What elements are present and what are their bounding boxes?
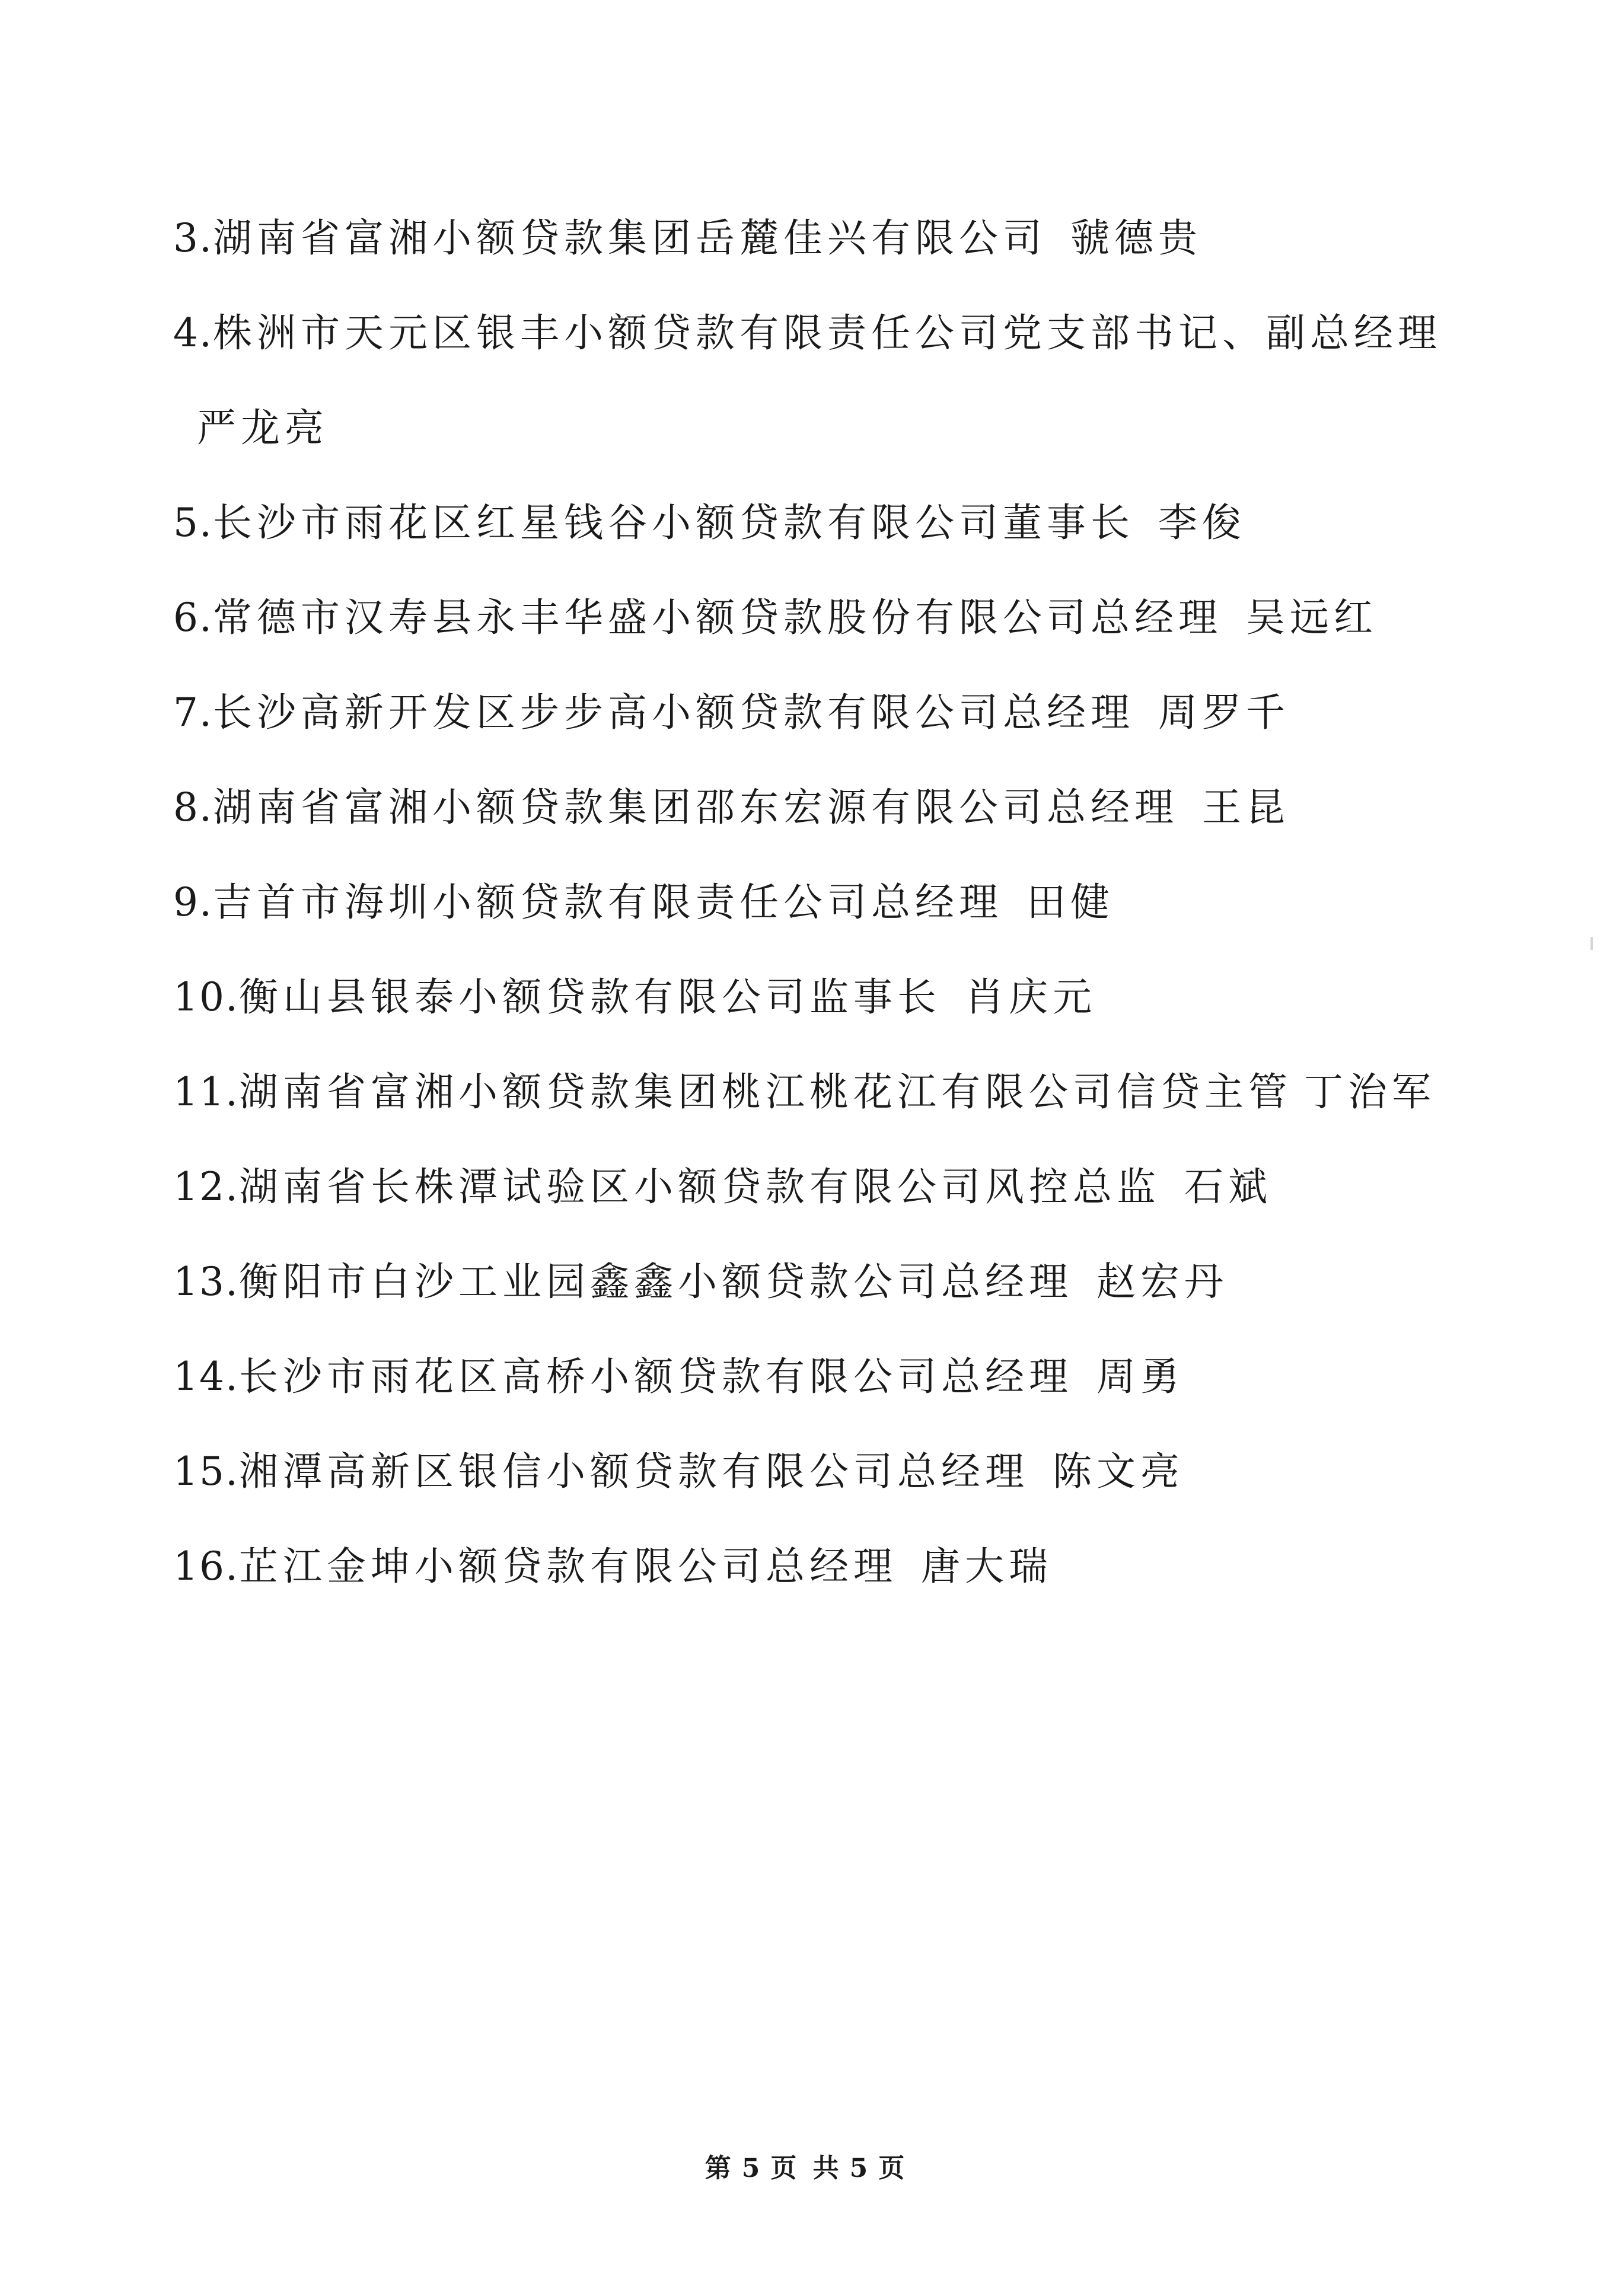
item-organization: 长沙高新开发区步步高小额贷款有限公司总经理 <box>212 690 1134 735</box>
item-number: 13. <box>173 1259 239 1305</box>
item-organization: 湖南省富湘小额贷款集团岳麓佳兴有限公司 <box>212 215 1047 261</box>
item-organization: 常德市汉寿县永丰华盛小额贷款股份有限公司总经理 <box>212 595 1222 640</box>
item-organization: 湖南省长株潭试验区小额贷款有限公司风控总监 <box>238 1164 1161 1210</box>
list-item <box>173 855 1442 950</box>
item-person: 赵宏丹 <box>1096 1259 1228 1305</box>
item-organization: 吉首市海圳小额贷款有限责任公司总经理 <box>212 879 1003 925</box>
entry-list <box>173 191 1442 1614</box>
item-person: 周勇 <box>1096 1354 1184 1399</box>
item-person: 肖庆元 <box>964 974 1096 1020</box>
list-item <box>173 1235 1442 1329</box>
item-number: 7. <box>173 690 213 735</box>
footer-current-page: 5 <box>741 2153 764 2183</box>
item-person: 陈文亮 <box>1052 1449 1184 1494</box>
item-person: 严龙亮 <box>197 405 329 451</box>
list-item <box>173 760 1442 855</box>
item-person: 石斌 <box>1184 1164 1272 1210</box>
item-person: 虢德贵 <box>1070 215 1202 261</box>
item-number: 14. <box>173 1354 239 1399</box>
footer-total-pages: 5 <box>849 2153 872 2183</box>
scan-speck <box>1590 937 1593 950</box>
item-person: 周罗千 <box>1158 690 1290 735</box>
item-organization: 长沙市雨花区高桥小额贷款有限公司总经理 <box>238 1354 1073 1399</box>
list-item <box>173 665 1442 760</box>
list-item <box>173 1140 1442 1235</box>
list-item <box>173 570 1442 665</box>
item-number: 3. <box>173 215 213 261</box>
item-person: 唐大瑞 <box>920 1544 1053 1589</box>
item-person: 王昆 <box>1201 785 1290 830</box>
item-organization: 株洲市天元区银丰小额贷款有限责任公司党支部书记、副总经理 <box>212 310 1442 356</box>
item-organization: 湘潭高新区银信小额贷款有限公司总经理 <box>238 1449 1029 1494</box>
item-organization: 芷江金坤小额贷款有限公司总经理 <box>238 1544 897 1589</box>
footer-middle: 页 共 <box>770 2153 843 2183</box>
item-person: 丁治军 <box>1303 1069 1436 1115</box>
footer-prefix: 第 <box>705 2153 735 2183</box>
footer-suffix: 页 <box>878 2153 908 2183</box>
item-number: 12. <box>173 1164 239 1210</box>
list-item <box>173 1519 1442 1614</box>
item-organization: 衡山县银泰小额贷款有限公司监事长 <box>238 974 941 1020</box>
page-footer <box>0 2147 1613 2185</box>
list-item <box>173 191 1442 286</box>
item-organization: 长沙市雨花区红星钱谷小额贷款有限公司董事长 <box>212 500 1134 546</box>
list-item <box>173 1045 1442 1140</box>
item-number: 5. <box>173 500 213 546</box>
item-number: 9. <box>173 879 213 925</box>
list-item <box>173 1329 1442 1424</box>
item-number: 6. <box>173 595 213 640</box>
item-number: 15. <box>173 1449 239 1494</box>
item-number: 16. <box>173 1544 239 1589</box>
list-item <box>173 286 1442 476</box>
list-item <box>173 1424 1442 1519</box>
item-number: 10. <box>173 974 239 1020</box>
item-number: 4. <box>173 310 213 356</box>
item-person: 李俊 <box>1158 500 1246 546</box>
item-organization: 衡阳市白沙工业园鑫鑫小额贷款公司总经理 <box>238 1259 1073 1305</box>
item-number: 11. <box>173 1069 239 1115</box>
item-person: 吴远红 <box>1245 595 1378 640</box>
item-person: 田健 <box>1026 879 1114 925</box>
list-item <box>173 950 1442 1045</box>
item-organization: 湖南省富湘小额贷款集团桃江桃花江有限公司信贷主管 <box>238 1069 1292 1115</box>
item-organization: 湖南省富湘小额贷款集团邵东宏源有限公司总经理 <box>212 785 1178 830</box>
list-item <box>173 476 1442 570</box>
item-number: 8. <box>173 785 213 830</box>
